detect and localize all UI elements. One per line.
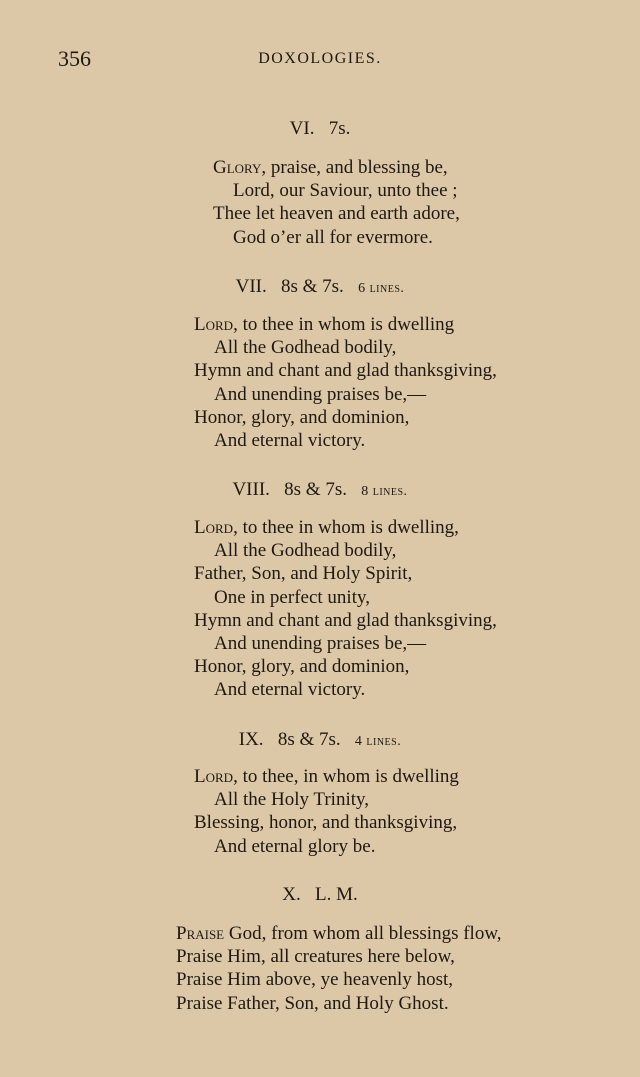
- doxology-heading-x: [0, 884, 640, 906]
- verse-line: And eternal glory be.: [214, 835, 376, 857]
- verse-line: Praise Him above, ye heavenly host,: [176, 969, 454, 991]
- stanza-ix: [194, 765, 459, 858]
- verse-line: And unending praises be,—: [214, 383, 427, 405]
- verse-line: [194, 516, 497, 539]
- verse-line: All the Godhead bodily,: [214, 540, 397, 562]
- verse-text: , to thee, in whom is dwelling: [233, 766, 459, 787]
- heading-number: VII.: [235, 276, 267, 297]
- heading-lines-note: 8 lines.: [361, 484, 408, 499]
- verse-line: Honor, glory, and dominion,: [194, 406, 410, 428]
- verse-line: [176, 922, 502, 945]
- verse-line: Blessing, honor, and thanksgiving,: [194, 812, 458, 834]
- heading-lines-note: 4 lines.: [354, 734, 402, 749]
- heading-number: VI.: [289, 118, 315, 139]
- verse-line: All the Holy Trinity,: [214, 789, 370, 811]
- verse-lead-word: Praise: [176, 923, 225, 944]
- verse-line: One in perfect unity,: [214, 586, 370, 608]
- heading-meter: 8s & 7s.: [277, 729, 341, 750]
- verse-lead-word: Glory: [213, 157, 262, 178]
- heading-number: VIII.: [232, 479, 270, 500]
- running-title: DOXOLOGIES.: [258, 50, 382, 67]
- page-number: 356: [58, 46, 91, 71]
- heading-meter: 7s.: [328, 118, 351, 139]
- verse-text: , to thee in whom is dwelling: [233, 314, 455, 335]
- stanza-vii: [194, 313, 497, 452]
- verse-text: , praise, and blessing be,: [261, 157, 448, 178]
- verse-line: And eternal victory.: [214, 430, 366, 452]
- heading-meter: 8s & 7s.: [284, 479, 347, 500]
- verse-line: Honor, glory, and dominion,: [194, 656, 410, 678]
- verse-line: [213, 156, 460, 179]
- stanza-vi: [213, 156, 460, 249]
- verse-line: Lord, our Saviour, unto thee ;: [233, 180, 458, 202]
- verse-lead-word: Lord: [194, 314, 234, 335]
- doxology-heading-vi: [0, 118, 640, 140]
- doxology-heading-viii: [0, 479, 640, 501]
- verse-line: [194, 313, 497, 336]
- page-header: [58, 46, 582, 76]
- heading-number: X.: [282, 884, 301, 905]
- verse-line: Praise Father, Son, and Holy Ghost.: [176, 992, 449, 1014]
- doxology-heading-vii: [0, 276, 640, 298]
- verse-text: , to thee in whom is dwelling,: [233, 517, 459, 538]
- stanza-x: [176, 922, 502, 1015]
- verse-line: Father, Son, and Holy Spirit,: [194, 563, 413, 585]
- verse-line: And eternal victory.: [214, 679, 366, 701]
- verse-lead-word: Lord: [194, 766, 234, 787]
- stanza-viii: [194, 516, 497, 702]
- doxology-heading-ix: [0, 729, 640, 751]
- verse-line: All the Godhead bodily,: [214, 337, 397, 359]
- heading-number: IX.: [238, 729, 264, 750]
- verse-line: Praise Him, all creatures here below,: [176, 946, 455, 968]
- heading-meter: 8s & 7s.: [280, 276, 344, 297]
- verse-line: Hymn and chant and glad thanksgiving,: [194, 609, 497, 631]
- verse-line: Thee let heaven and earth adore,: [213, 203, 460, 225]
- verse-line: God o’er all for evermore.: [233, 226, 433, 248]
- verse-text: God, from whom all blessings flow,: [224, 923, 502, 944]
- verse-line: [194, 765, 459, 788]
- heading-lines-note: 6 lines.: [358, 281, 405, 296]
- verse-line: Hymn and chant and glad thanksgiving,: [194, 360, 497, 382]
- verse-lead-word: Lord: [194, 517, 234, 538]
- verse-line: And unending praises be,—: [214, 633, 427, 655]
- heading-meter: L. M.: [314, 884, 358, 905]
